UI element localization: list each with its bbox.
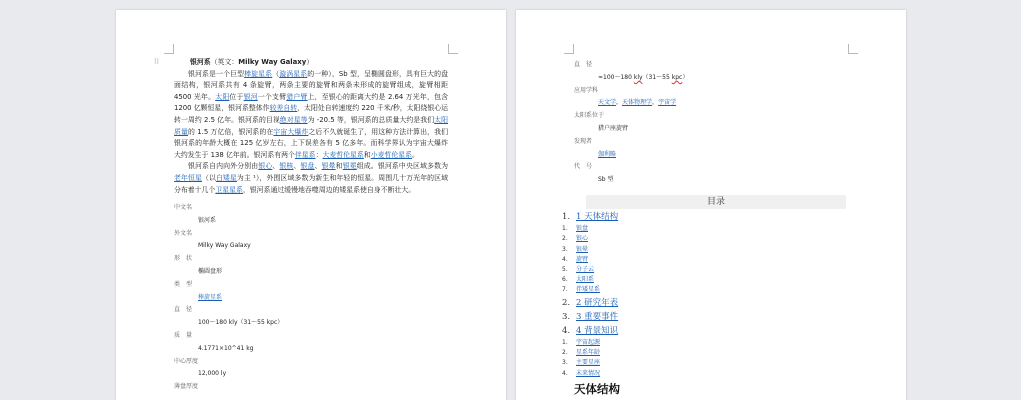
toc-number: 4. (562, 255, 568, 263)
text-run: 、 (293, 162, 301, 171)
text-run: 位于 (229, 92, 244, 101)
toc-number: 3. (562, 245, 568, 253)
infobox-label: 代 号 (574, 163, 593, 171)
text-run: 为 -20.5 等，银河系的总质量大约是我们 (307, 115, 435, 124)
infobox-value (574, 72, 874, 85)
wiki-link[interactable]: 银冕 (342, 162, 357, 171)
text-run: ： (315, 150, 323, 159)
text-run: 。 (412, 150, 419, 159)
article-body[interactable] (174, 57, 448, 196)
text-run: 的 1.5 万亿倍，银河系的在 (187, 127, 274, 136)
wiki-link[interactable]: 宇宙学 (658, 99, 677, 107)
wiki-link[interactable]: 伽利略 (598, 150, 617, 158)
table-of-contents (562, 210, 862, 379)
wiki-link[interactable]: 银河 (243, 92, 258, 101)
toc-subitem[interactable] (562, 224, 862, 234)
text-run: （31～55 (642, 73, 672, 81)
toc-link[interactable]: 太阳系 (576, 276, 595, 284)
wiki-link[interactable]: 宇宙大爆炸 (273, 127, 309, 136)
text-run: 组成。银河系中央区域多数为 (356, 162, 449, 171)
toc-link[interactable]: 未来情况 (576, 369, 601, 377)
wiki-link[interactable]: 大麦哲伦星系 (322, 150, 364, 159)
text-run: （英文： (210, 58, 239, 66)
text-run: Milky Way Galaxy (238, 58, 307, 66)
section-heading: 天体结构 (574, 382, 620, 396)
document-page-left[interactable] (116, 10, 506, 400)
toc-subitem[interactable] (562, 255, 862, 265)
document-page-right[interactable] (516, 10, 906, 400)
wiki-link[interactable]: 太阳质量 (174, 115, 448, 136)
toc-subitem[interactable] (562, 245, 862, 255)
infobox-value: 12,000 ly (198, 370, 227, 378)
toc-section-item[interactable] (562, 324, 862, 338)
wiki-link[interactable]: 银心 (258, 162, 273, 171)
infobox-value: 椭圆盘形 (198, 267, 223, 275)
wiki-link[interactable]: 较差自转 (269, 104, 298, 113)
text-run: ，太阳处自转速度约 220 千米/秒，太阳绕银心运转一周约 2.5 亿年。银河系的目视 (174, 104, 449, 124)
toc-link[interactable]: 1 天体结构 (576, 212, 619, 222)
text-run: 为主 ¹），外围区域多数为新生和年轻的恒星。周围几十万光年的区域分布着十几个 (174, 173, 449, 194)
crop-mark-top-right (848, 44, 858, 54)
crop-mark-top-left (164, 44, 174, 54)
wiki-link[interactable]: 天体物理学 (622, 99, 653, 107)
text-run: 和 (363, 150, 371, 159)
wiki-link[interactable]: 小麦哲伦星系 (370, 150, 413, 159)
wiki-link[interactable]: 卫星星系 (215, 185, 243, 194)
text-run: ，银河系通过缓慢地吞噬周边的矮星系使自身不断壮大。 (242, 185, 416, 194)
wiki-link[interactable]: 漩涡星系 (279, 69, 308, 78)
paragraph (174, 161, 448, 196)
toc-subitem[interactable] (562, 234, 862, 244)
toc-title: 目录 (586, 195, 846, 209)
text-run: 银河系是一个巨型 (188, 69, 245, 78)
text-run: 之后不久就诞生了，用这种方法计算出，我们银河系的年龄大概在 125 亿岁左右，上下误差各有 5 亿多年。而科学界认为宇宙大爆炸大约发生于 138 亿年前。银河系有两个 (174, 127, 449, 159)
text-run: Sb 型 (598, 176, 614, 184)
text-run: 的一种），Sb 型，呈椭圆盘形，具有巨大的盘面结构，银河系共有 4 条旋臂，两条主要的旋臂和两条未形成的旋臂组成，旋臂相距 4500 光年。 (174, 69, 449, 101)
text-run: 和 (335, 162, 343, 171)
crop-mark-top-right (448, 44, 458, 54)
text-run: 猎户座旋臂 (598, 124, 629, 132)
infobox-right (574, 59, 874, 187)
infobox-value: Milky Way Galaxy (198, 242, 251, 250)
infobox-label: 形 状 (174, 255, 193, 263)
toc-link[interactable]: 主要星座 (576, 359, 601, 367)
infobox-value: 100～180 kly（31～55 kpc） (198, 319, 284, 327)
toc-link[interactable]: 银盘 (576, 225, 589, 233)
text-run: ≈100～180 (598, 73, 634, 81)
toc-link[interactable]: 4 背景知识 (576, 325, 619, 336)
wiki-link[interactable]: 银核 (279, 162, 294, 171)
wiki-link[interactable]: 老年恒星 (174, 173, 202, 182)
spell-flagged-text: kpc (671, 73, 683, 81)
toc-link[interactable]: 分子云 (576, 265, 595, 273)
infobox-value: 4.1771×10^41 kg (198, 344, 254, 352)
infobox-label: 发现者 (574, 137, 593, 145)
article-title-line (174, 57, 448, 69)
toc-link[interactable]: 银心 (576, 235, 589, 243)
infobox-label: 直 径 (574, 61, 593, 68)
wiki-link[interactable]: 太阳 (215, 92, 230, 101)
toc-number: 1. (562, 225, 568, 233)
infobox-value (574, 123, 874, 136)
toc-link[interactable]: 宇宙起源 (576, 339, 601, 347)
toc-subitem[interactable] (562, 275, 862, 285)
wiki-link[interactable]: 伴星系 (294, 150, 316, 159)
text-run: 一个支臂 (257, 92, 287, 101)
infobox-label: 直 径 (174, 306, 193, 314)
toc-link[interactable]: 旋臂 (576, 255, 589, 263)
toc-number: 6. (562, 276, 568, 284)
text-run: ） (682, 73, 689, 81)
toc-link[interactable]: 3 重要事件 (576, 311, 619, 322)
toc-number: 4. (562, 325, 571, 336)
toc-number: 1. (562, 212, 571, 222)
toc-number: 3. (562, 359, 568, 367)
toc-number: 3. (562, 311, 571, 322)
infobox-value (574, 97, 874, 110)
drag-handle-icon[interactable]: ⁝⁝ (154, 57, 160, 66)
toc-subitem[interactable] (562, 338, 862, 348)
toc-number: 5. (562, 265, 568, 273)
toc-section-item[interactable] (562, 296, 862, 310)
toc-link[interactable]: 银晕 (576, 245, 589, 253)
toc-number: 2. (562, 349, 568, 357)
toc-link[interactable]: 2 研究年表 (576, 297, 619, 308)
infobox-value[interactable]: 棒旋星系 (198, 293, 223, 301)
wiki-link[interactable]: 银晕 (321, 162, 336, 171)
text-run: 、 (314, 162, 322, 171)
toc-section-item[interactable] (562, 310, 862, 324)
infobox-label: 中心厚度 (174, 357, 199, 365)
infobox-value (574, 149, 874, 162)
wiki-link[interactable]: 银盘 (300, 162, 315, 171)
wiki-link[interactable]: 棒旋星系 (244, 69, 273, 78)
toc-number: 2. (562, 235, 568, 243)
text-run: ， (652, 99, 659, 107)
toc-subitem[interactable] (562, 348, 862, 358)
infobox-label: 中文名 (174, 204, 193, 211)
infobox-label: 质 量 (174, 331, 193, 339)
toc-number: 7. (562, 286, 568, 294)
wiki-link[interactable]: 白矮星 (215, 173, 237, 182)
toc-number: 2. (562, 297, 571, 308)
infobox-label: 太阳系位于 (574, 112, 605, 120)
text-run: 、 (272, 162, 280, 171)
crop-mark-top-left (564, 44, 574, 54)
infobox-left (174, 202, 474, 400)
toc-link[interactable]: 星系年龄 (576, 349, 601, 357)
toc-number: 1. (562, 339, 568, 347)
infobox-label: 薄盘厚度 (174, 383, 199, 391)
wiki-link[interactable]: 猎户臂 (286, 92, 308, 101)
text-run: ， (616, 99, 623, 107)
wiki-link[interactable]: 绝对星等 (279, 115, 308, 124)
toc-subitem[interactable] (562, 358, 862, 368)
toc-subitem[interactable] (562, 265, 862, 275)
infobox-label: 应用学科 (574, 86, 599, 94)
text-run: （ (272, 69, 280, 78)
text-run: 银河系 (190, 58, 211, 66)
toc-link[interactable]: 伴矮星系 (576, 286, 601, 294)
spell-flagged-text: kly (633, 73, 643, 81)
infobox-value (574, 174, 874, 187)
infobox-label: 外文名 (174, 229, 193, 237)
toc-section-item[interactable] (562, 210, 862, 224)
text-run: 银河系自内向外分别由 (188, 162, 259, 171)
text-run: ） (306, 58, 314, 66)
text-run: （以 (201, 173, 216, 182)
infobox-value: 银河系 (198, 216, 217, 224)
toc-number: 4. (562, 369, 568, 377)
infobox-label: 类 型 (174, 280, 193, 288)
wiki-link[interactable]: 天文学 (598, 99, 617, 107)
infobox-value (174, 394, 474, 400)
text-run: 上，至银心的距离大约是 2.64 万光年，包含 1200 亿颗恒星，银河系整体作 (174, 92, 449, 113)
toc-subitem[interactable] (562, 285, 862, 295)
toc-subitem[interactable] (562, 369, 862, 379)
paragraph (174, 69, 448, 162)
